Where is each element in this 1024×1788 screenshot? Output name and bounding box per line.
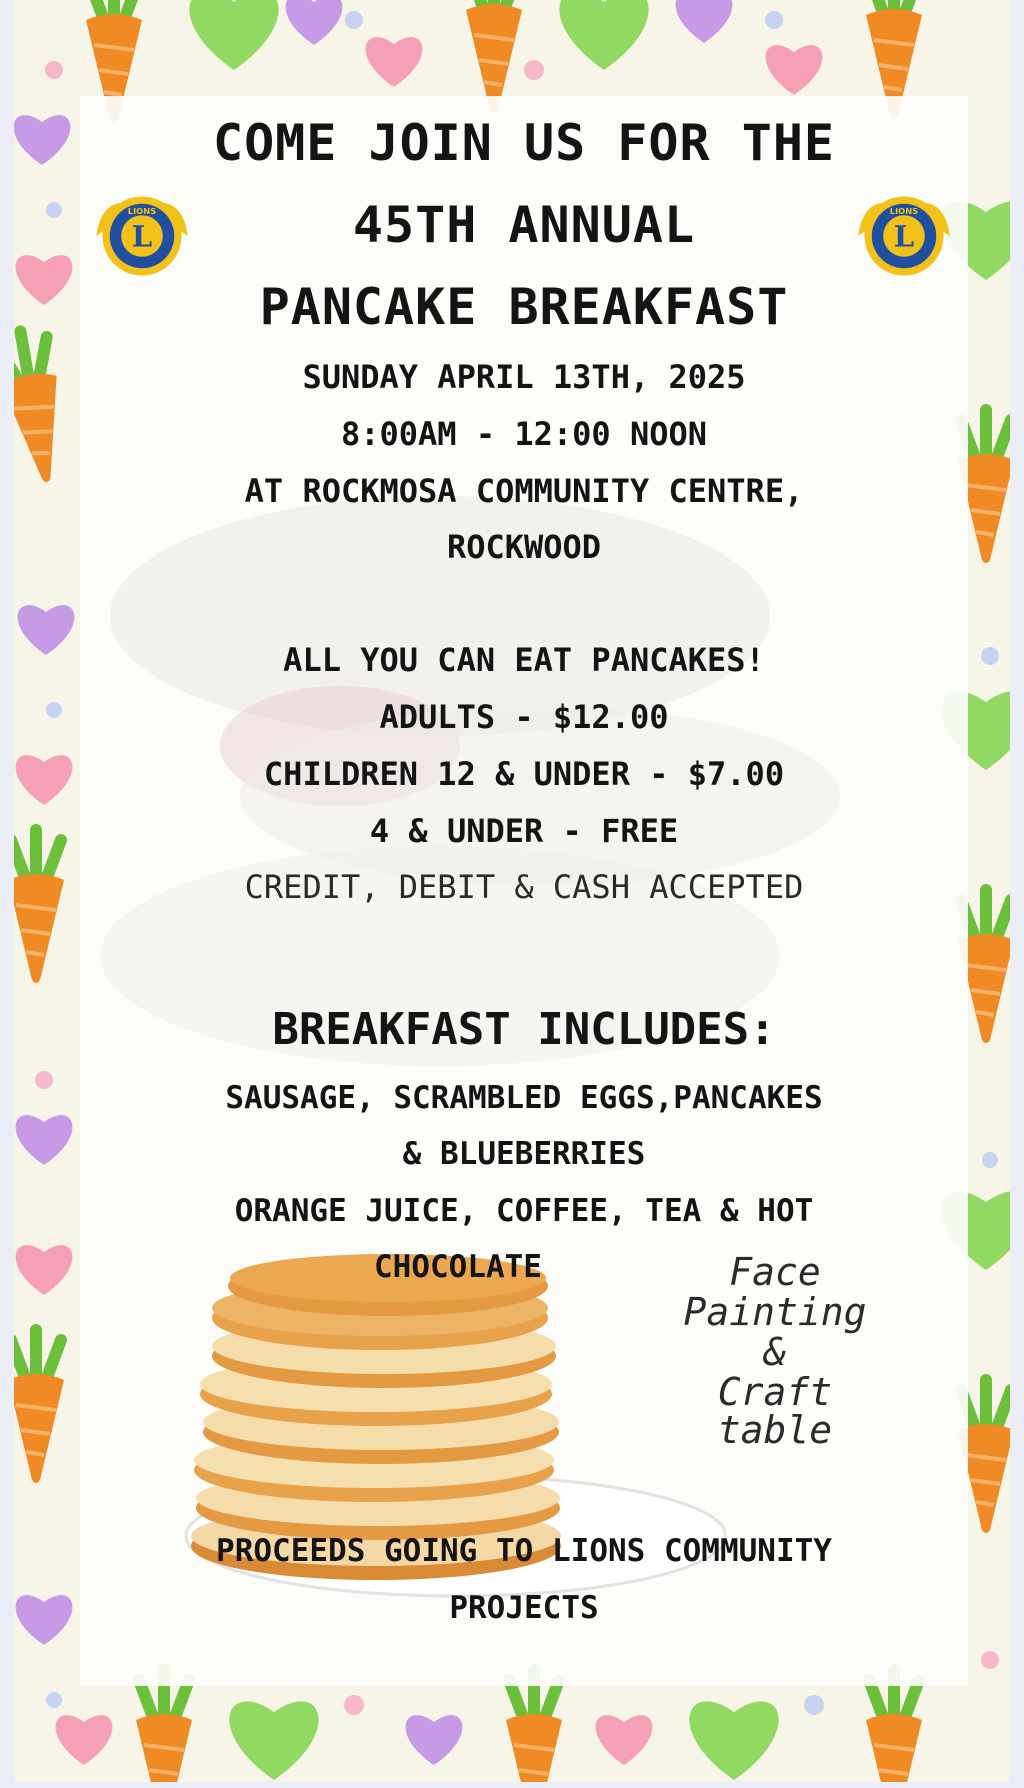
footer-line-2: PROJECTS: [449, 1590, 599, 1626]
flyer-frame: [14, 0, 1010, 1782]
event-location-line-1: AT ROCKMOSA COMMUNITY CENTRE,: [244, 472, 804, 510]
headline-line-3: PANCAKE BREAKFAST: [259, 278, 789, 336]
flyer-content-panel: [80, 96, 968, 1686]
event-date: SUNDAY APRIL 13TH, 2025: [302, 358, 746, 396]
includes-line-4: CHOCOLATE: [374, 1249, 542, 1285]
pricing-children: CHILDREN 12 & UNDER - $7.00: [263, 755, 785, 793]
pricing-toddlers: 4 & UNDER - FREE: [369, 812, 679, 850]
pricing-headline: ALL YOU CAN EAT PANCAKES!: [283, 641, 765, 679]
includes-heading: BREAKFAST INCLUDES:: [272, 1004, 776, 1055]
extras-ampersand: &: [763, 1330, 787, 1374]
pancake-stack-image: [166, 1246, 726, 1636]
extras-face: Face: [729, 1250, 821, 1294]
svg-text:L: L: [893, 219, 915, 254]
svg-text:LIONS: LIONS: [889, 206, 919, 217]
svg-text:LIONS: LIONS: [127, 206, 157, 217]
pricing-adults: ADULTS - $12.00: [379, 698, 669, 736]
includes-line-1: SAUSAGE, SCRAMBLED EGGS,PANCAKES: [225, 1080, 823, 1116]
event-time: 8:00AM - 12:00 NOON: [340, 415, 708, 453]
extras-painting: Painting: [683, 1290, 867, 1334]
extras-craft: Craft: [717, 1370, 833, 1414]
headline-line-1: COME JOIN US FOR THE: [212, 114, 836, 172]
event-location-line-2: ROCKWOOD: [446, 528, 602, 566]
payment-methods: CREDIT, DEBIT & CASH ACCEPTED: [244, 868, 804, 906]
footer-line-1: PROCEEDS GOING TO LIONS COMMUNITY: [216, 1533, 832, 1569]
headline-line-2: 45TH ANNUAL: [352, 196, 696, 254]
svg-text:L: L: [131, 219, 153, 254]
extras-table: table: [717, 1408, 833, 1452]
includes-line-3: ORANGE JUICE, COFFEE, TEA & HOT: [234, 1193, 814, 1229]
includes-line-2: & BLUEBERRIES: [402, 1136, 646, 1172]
